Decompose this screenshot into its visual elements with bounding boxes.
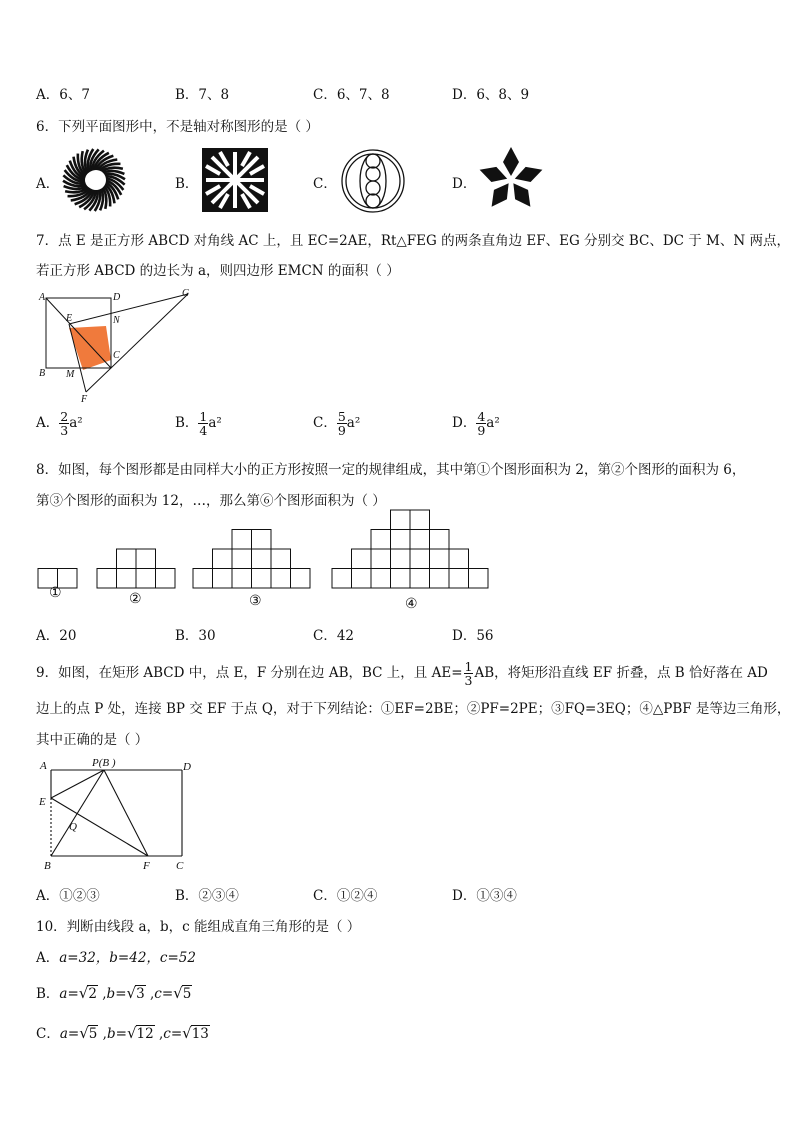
q5-option-a: A．6、7 — [36, 87, 90, 103]
q7-label-f: F — [81, 394, 88, 405]
q9-option-c: C．①②④ — [313, 888, 378, 904]
q9-label-f: F — [143, 860, 150, 872]
q7-option-a-num: 2 — [60, 409, 69, 424]
q8-square — [213, 569, 233, 589]
q7-label-g: G — [182, 288, 190, 299]
q8-square — [332, 569, 352, 589]
q7-option-a-den: 3 — [60, 423, 69, 439]
q8-option-d: D．56 — [452, 628, 494, 644]
q9-stem-line3: 其中正确的是（ ） — [36, 732, 149, 748]
q9-figure — [36, 756, 206, 876]
q8-square — [391, 510, 411, 530]
q7-label-b: B — [39, 368, 46, 379]
q9-label-q: Q — [69, 821, 77, 833]
q8-square — [252, 569, 272, 589]
q8-stem-line2: 第③个图形的面积为 12，…，那么第⑥个图形面积为（ ） — [36, 493, 386, 509]
q8-square — [410, 569, 430, 589]
q9-label-pb: P(B ) — [92, 757, 116, 769]
q10-option-b-c: 5 — [182, 986, 192, 1002]
q7-option-b-tail: a² — [208, 415, 222, 432]
q9-stem-line1 — [36, 660, 768, 687]
q8-square — [391, 569, 411, 589]
q7-option-a — [36, 410, 83, 437]
q7-stem-line1: 7．点 E 是正方形 ABCD 对角线 AC 上，且 EC=2AE，Rt△FEG 的两条直角边 EF、EG 分别交 BC、DC 于 M、N 两点， — [36, 233, 790, 249]
q10-option-a-text: a=32，b=42，c=52 — [59, 950, 196, 966]
q9-label-d: D — [183, 761, 191, 773]
q8-option-c: C．42 — [313, 628, 355, 644]
q8-square — [352, 569, 372, 589]
q9-option-a: A．①②③ — [36, 888, 100, 904]
q8-square — [291, 569, 311, 589]
q9-label-a: A — [40, 760, 47, 772]
q8-square — [271, 569, 291, 589]
q8-stem-line1: 8．如图，每个图形都是由同样大小的正方形按照一定的规律组成，其中第①个图形面积为 2，第②个图形的面积为 6， — [36, 462, 746, 478]
q8-square — [430, 530, 450, 550]
q7-option-c-tail: a² — [346, 415, 361, 432]
q8-square — [232, 530, 252, 550]
q8-square — [252, 530, 272, 550]
q7-label-d: D — [113, 292, 121, 303]
q9-stem-line1-part1: 9．如图，在矩形 ABCD 中，点 E，F 分别在边 AB，BC 上，且 AE= — [36, 665, 463, 682]
q6-option-b: B． — [175, 176, 199, 192]
q8-square — [156, 569, 176, 589]
q7-option-c-letter: C． — [313, 415, 337, 432]
q9-option-d: D．①③④ — [452, 888, 517, 904]
q8-square — [469, 569, 489, 589]
q8-square — [97, 569, 117, 589]
q8-square — [232, 549, 252, 569]
q8-square — [410, 510, 430, 530]
q7-option-d-tail: a² — [486, 415, 500, 432]
q8-option-a: A．20 — [36, 628, 77, 644]
q10-stem: 10．判断由线段 a，b，c 能组成直角三角形的是（ ） — [36, 919, 361, 935]
q6-figure-b-star — [202, 148, 268, 212]
q7-figure — [36, 288, 196, 405]
q6-stem: 6．下列平面图形中，不是轴对称图形的是（ ） — [36, 119, 319, 135]
q8-square — [410, 530, 430, 550]
q8-square — [449, 569, 469, 589]
q7-label-e: E — [66, 313, 73, 324]
q7-option-a-tail: a² — [69, 415, 83, 432]
q10-option-b: B．a=√2 ,b=√3 ,c=√5 — [36, 984, 192, 1002]
q8-square — [391, 530, 411, 550]
q7-option-d — [452, 410, 500, 437]
q8-square — [117, 549, 137, 569]
q6-option-a: A． — [36, 176, 60, 192]
q6-figure-d-rhombi — [477, 146, 545, 214]
q10-option-c: C．a=√5 ,b=√12 ,c=√13 — [36, 1024, 209, 1042]
q9-option-b: B．②③④ — [175, 888, 239, 904]
q7-label-a: A — [39, 292, 46, 303]
q8-figure-label-4: ④ — [405, 596, 418, 612]
q10-option-a — [36, 946, 196, 966]
q7-option-c — [313, 410, 360, 437]
q7-stem-line2: 若正方形 ABCD 的边长为 a，则四边形 EMCN 的面积（ ） — [36, 263, 400, 279]
q8-square — [271, 549, 291, 569]
q7-option-b — [175, 410, 222, 437]
q8-square — [213, 549, 233, 569]
q7-option-d-num: 4 — [477, 409, 486, 424]
q10-option-c-a: 5 — [88, 1026, 98, 1042]
q5-option-d: D．6、8、9 — [452, 87, 530, 103]
q10-option-c-letter: C． — [36, 1026, 60, 1042]
q9-stem-line1-part2: AB，将矩形沿直线 EF 折叠，点 B 恰好落在 AD — [474, 665, 768, 682]
q6-option-c: C． — [313, 176, 337, 192]
q8-square — [232, 569, 252, 589]
q6-figure-c-circles — [340, 148, 406, 214]
q8-square — [352, 549, 372, 569]
q9-stem-line2: 边上的点 P 处，连接 BP 交 EF 于点 Q，对于下列结论：①EF=2BE；②PF=2PE；③FQ=3EQ；④△PBF 是等边三角形， — [36, 701, 791, 717]
q5-option-b: B．7、8 — [175, 87, 230, 103]
q10-option-b-a: 2 — [88, 986, 97, 1002]
q8-square — [430, 569, 450, 589]
q8-figure-label-1: ① — [49, 585, 62, 601]
q8-square — [252, 549, 272, 569]
q6-figure-a-sunburst — [62, 148, 126, 212]
q7-option-d-den: 9 — [477, 423, 486, 439]
q8-figure-label-3: ③ — [249, 593, 262, 609]
q7-option-b-den: 4 — [199, 423, 208, 439]
q7-option-c-num: 5 — [337, 409, 346, 424]
q8-square — [371, 549, 391, 569]
q8-figure-label-2: ② — [129, 591, 142, 607]
q10-option-b-letter: B． — [36, 986, 60, 1002]
q7-label-c: C — [113, 350, 120, 361]
q5-option-c: C．6、7、8 — [313, 87, 390, 103]
q7-label-m: M — [66, 369, 75, 380]
q7-option-b-num: 1 — [199, 409, 208, 424]
q8-square — [449, 549, 469, 569]
q8-square — [136, 569, 156, 589]
q10-option-b-b: 3 — [136, 986, 145, 1002]
q7-option-a-letter: A． — [36, 415, 60, 432]
q7-label-n: N — [113, 315, 120, 326]
q7-option-b-letter: B． — [175, 415, 199, 432]
q8-square — [410, 549, 430, 569]
q8-square — [371, 569, 391, 589]
q9-frac-den: 3 — [464, 673, 473, 689]
q7-option-c-den: 9 — [337, 423, 346, 439]
q8-square — [391, 549, 411, 569]
q8-figures — [0, 512, 794, 622]
q8-option-b: B．30 — [175, 628, 216, 644]
q9-frac-num: 1 — [464, 659, 473, 674]
q6-option-d: D． — [452, 176, 477, 192]
q9-label-b: B — [44, 860, 51, 872]
q8-square — [371, 530, 391, 550]
q10-option-c-b: 12 — [136, 1026, 154, 1042]
q8-square — [117, 569, 137, 589]
q10-option-c-c: 13 — [191, 1026, 209, 1042]
q7-option-d-letter: D． — [452, 415, 477, 432]
q9-label-e: E — [39, 796, 46, 808]
q8-square — [136, 549, 156, 569]
q8-square — [193, 569, 213, 589]
q8-square — [430, 549, 450, 569]
q10-option-a-letter: A． — [36, 950, 60, 966]
q9-label-c: C — [176, 860, 184, 872]
